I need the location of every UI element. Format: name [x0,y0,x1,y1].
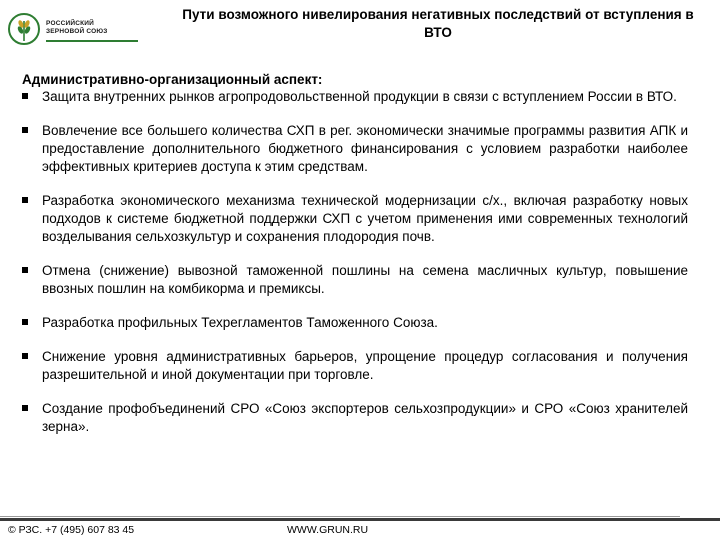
footer-divider-thin [0,516,680,517]
list-item [22,262,688,298]
list-item [22,88,688,106]
list-item-text: Создание профобъединений СРО «Союз экспортеров сельхозпродукции» и СРО «Союз хранителей зерна». [42,401,688,434]
bullet-icon [22,353,28,359]
logo [8,8,138,50]
list-item-text: Вовлечение все большего количества СХП в рег. экономически значимые программы развития АПК и предоставление дополнительного бюджетного финансирования с условием разработки наиболее эффективных критериев доступа к этим средствам. [42,123,688,174]
bullet-icon [22,319,28,325]
list-item [22,400,688,436]
bullet-icon [22,405,28,411]
logo-text: РОССИЙСКИЙ ЗЕРНОВОЙ СОЮЗ [46,20,108,35]
list-item-text: Снижение уровня административных барьеров, упрощение процедур согласования и получения разрешительной и иной документации при торговле. [42,349,688,382]
list-item [22,192,688,246]
bullet-icon [22,127,28,133]
bullet-icon [22,93,28,99]
list-item-text: Разработка профильных Техрегламентов Таможенного Союза. [42,315,438,330]
list-item [22,348,688,384]
bullet-icon [22,267,28,273]
section-title: Административно-организационный аспект: [22,72,323,87]
footer-copyright: © РЗС. +7 (495) 607 83 45 [8,524,135,536]
logo-underline [46,40,138,42]
list-item-text: Защита внутренних рынков агропродовольственной продукции в связи с вступлением России в ВТО. [42,89,677,104]
list-item-text: Отмена (снижение) вывозной таможенной пошлины на семена масличных культур, повышение ввозных пошлин на комбикорма и премиксы. [42,263,688,296]
wheat-icon [8,12,40,46]
list-item [22,122,688,176]
footer-website: WWW.GRUN.RU [287,524,369,536]
list-item [22,314,688,332]
content [22,72,688,436]
list-item-text: Разработка экономического механизма технической модернизации с/х., включая разработку новых подходов к системе бюджетной поддержки СХП с учетом применения ими современных технологий возделывания сельхозкультур и сохранения плодородия почв. [42,193,688,244]
page-title: Пути возможного нивелирования негативных последствий от вступления в ВТО [182,7,694,40]
bullet-icon [22,197,28,203]
footer-divider [0,518,720,521]
